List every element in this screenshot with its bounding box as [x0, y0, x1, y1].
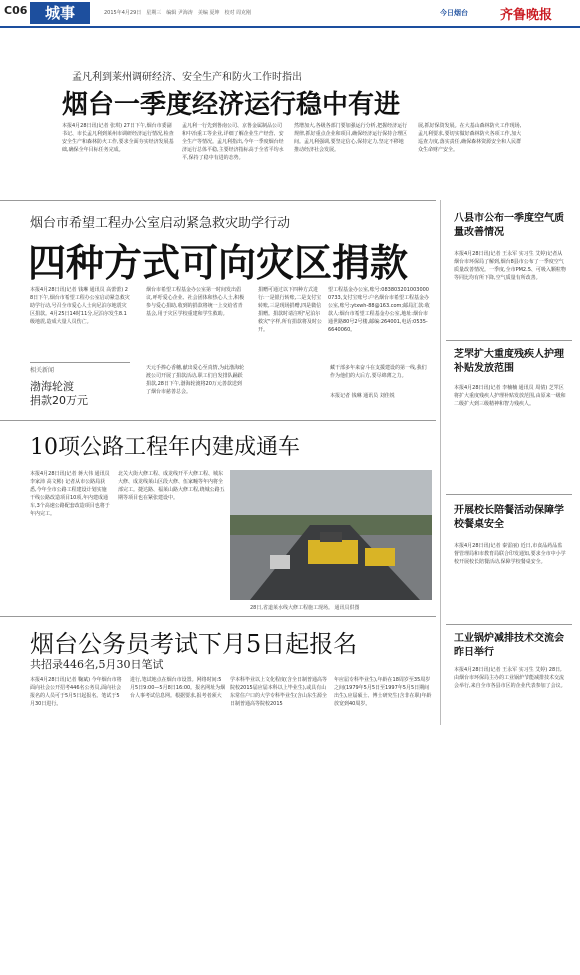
story1-title: 烟台一季度经济运行稳中有进: [62, 90, 401, 120]
story2-col3: 捐赠可通过以下四种方式进行:一是银行转账,二是支付宝转账,三是现场捐赠,四是微信捐赠。捐款时请注明"尼泊尔救灾"字样,所有捐款将及时公开。: [258, 287, 322, 333]
story4-title: 烟台公务员考试下月5日起报名: [30, 630, 358, 658]
road-construction-photo: [230, 470, 432, 600]
divider: [446, 340, 572, 341]
story2-byline: 本报记者 钱琳 通讯员 刘佳锐: [330, 393, 395, 399]
right4-body: 本报4月28日讯(记者 王永军 实习生 艾婷) 28日,由烟台市环保局主办的工业锅炉节能减排技术交流会举行,来自全市各县市区的企业代表参加了会议。: [454, 667, 566, 689]
story1-col1: 本报4月28日讯(记者 张琪) 27日下午,烟台市委副书记、市长孟凡利到莱州市调研经济运行情况,检查安全生产和森林防火工作,要求全面夯实经济发展基础,确保全年目标任务完成。: [62, 123, 174, 153]
story4-col3: 学本科毕业以上文化程度(含全日制普通高等院校2015届应届本科以上毕业生),或具有山东常住户口的大学专科毕业生(含山东生源全日制普通高等院校2015: [230, 677, 327, 707]
right1-body: 本报4月28日讯(记者 王永军 实习生 艾婷)记者从烟台市环保局了解到,烟台8县市公布了一季度空气质量改善情况。一季度,全市PM2.5、可吸入颗粒物等同比均有所下降,空气质量有所改善。: [454, 251, 566, 281]
right2-title: 芝罘扩大重度残疾人护理补贴发放范围: [454, 349, 564, 374]
story1-col4: 展,抓好保资发展。在大基山森林防火工作现场,孟凡利要求,要切实做好森林防火各项工作,加大巡查力度,落实责任,确保森林资源安全和人民群众生命财产安全。: [418, 123, 522, 153]
section-name: 城事: [30, 2, 90, 24]
story2-col1: 本报4月28日讯(记者 钱琳 通讯员 高蕾蕾) 28日下午,烟台市希望工程办公室启动紧急救灾助学行动,号召全市爱心人士向尼泊尔地震灾区捐款。4月25日14时11分,尼泊尔发生8.1级地震,造成大量人员伤亡。: [30, 287, 130, 325]
related-news-label: 相关新闻: [30, 367, 55, 374]
related-news-title2: 捐款20万元: [30, 394, 88, 407]
story4-subtitle: 共招录446名,5月30日笔试: [30, 658, 164, 671]
story2-col2: 烟台市希望工程基金办公室第一时间发出倡议,呼吁爱心企业、社会团体和热心人士,积极参与爱心捐助,收到的捐款将统一上交给省青基会,用于灾区学校重建和学生救助。: [146, 287, 245, 317]
story2-col4: 望工程基金办公室,账号:0838032010030000733,支付宝账号:户名烟台市希望工程基金办公室,账号:ytxwh-88@163.com;邮局汇款:收款人:烟台市希望工程基金办公室,地址:烟台市通世路80号2号楼,邮编:264001,电话:0535-6640060。: [328, 287, 430, 333]
story4-col2: 进行,笔试地点在烟台市设置。网络时间:5月5日9:00—5月8日16:00。报名网址为烟台人事考试信息网。根据要求,报考者须大: [130, 677, 226, 699]
divider: [0, 420, 436, 421]
page-number: C06: [4, 4, 28, 17]
story3-title: 10项公路工程年内建成通车: [30, 435, 300, 460]
header-rule: [0, 26, 580, 28]
divider: [30, 362, 130, 363]
story3-col2: 北关大街大修工程、成龙线开平大修工程、城东大修、成龙线莱山区段大修、伍家疃等年内将全部完工。捷达路、福莱山路大修工程,绕城公路五期等项目也在紧张建设中。: [118, 471, 225, 501]
masthead-sub: 今日烟台: [440, 9, 468, 17]
column-divider: [440, 200, 441, 725]
story4-col1: 本报4月28日讯(记者 鞠斌) 今年烟台市将面向社会公开招考446名公务员,面向社会报名的人员可于5月5日起报名。笔试于5月30日进行。: [30, 677, 122, 707]
photo-caption: 28日,省道莱水线大修工程施工现场。 通讯员供图: [250, 605, 360, 611]
right3-title: 开展校长陪餐活动保障学校餐桌安全: [454, 505, 564, 530]
story1-col2: 孟凡利一行先到鲁南公司、京鲁金属制品公司和中冶重工等企业,详细了解企业生产经营、安全生产等情况。孟凡利指出,今年一季度烟台经济运行总体平稳,主要经济指标高于全省平均水平,保持了稳中有进的态势。: [182, 123, 284, 161]
divider: [0, 200, 436, 201]
divider: [0, 616, 436, 617]
masthead-logo: 齐鲁晚报: [500, 8, 553, 23]
right1-title: 八县市公布一季度空气质量改善情况: [454, 213, 564, 238]
story1-col3: 然增加大,各级各部门要加强运行分析,把握经济运行规律,抓好重点企业和项目,确保经济运行保持合理区间。孟凡利强调,要坚定信心,保持定力,坚定不移地推动经济社会发展。: [294, 123, 408, 153]
related-news-title1: 渤海轮渡: [30, 380, 74, 393]
right3-body: 本报4月28日讯(记者 秦雷丽) 近日,市食品药品监督管理局和市教育局联合印发通知,要求全市中小学校开展校长陪餐活动,保障学校餐桌安全。: [454, 543, 566, 565]
issue-info: 2015年4月29日 星期三 编辑 尹海涛 美编 夏坤 校对 周克刚: [104, 10, 252, 16]
divider: [446, 624, 572, 625]
story4-col4: 年应届专科毕业生),年龄在18周岁至35周岁之间(1979年5月5日至1997年5月5日期间出生),应届硕士、博士研究生(含非在职)年龄放宽到40周岁。: [334, 677, 432, 707]
right2-body: 本报4月28日讯(记者 李楠楠 通讯员 周倩) 芝罘区将扩大重度残疾人护理补贴发放范围,由原来一级和二级扩大到三级精神和智力残疾人。: [454, 385, 566, 407]
right4-title: 工业锅炉减排技术交流会昨日举行: [454, 633, 564, 658]
story2-subtitle: 烟台市希望工程办公室启动紧急救灾助学行动: [30, 216, 291, 231]
story1-subtitle: 孟凡利到莱州调研经济、安全生产和防火工作时指出: [72, 72, 302, 83]
related-news-body: 天元手捧心香穗,献出爱心至真情,为此渤海轮渡公司开展了捐款活动,职工们自发排队踊跃捐款,28日下午,渤海轮渡将20万元善款送到了烟台市慈善总会。: [146, 365, 245, 395]
story3-col1: 本报4月28日讯(记者 蒋大伟 通讯员 李家沛 高文彬) 记者从市公路局获悉,今年全市公路工程建设计划实施干线公路改造项目10项,年内建成通车,3个高速公路配套改造项目也将于年内完工。: [30, 471, 110, 517]
story2-col5: 藏干部多年来奋斗在支援建设的第一线,我们作为他们的大后方,要尽绵薄之力。: [330, 365, 427, 379]
story2-title: 四种方式可向灾区捐款: [28, 240, 409, 285]
divider: [446, 494, 572, 495]
